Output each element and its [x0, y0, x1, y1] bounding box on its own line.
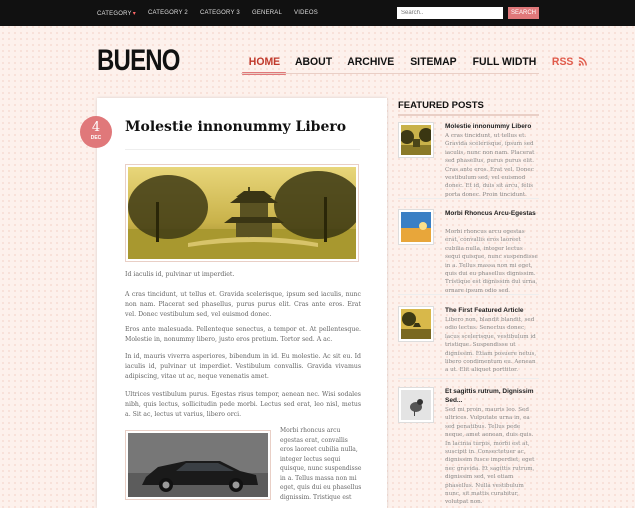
post-inline-image[interactable] — [125, 430, 271, 500]
featured-post-item[interactable] — [398, 387, 539, 506]
pagoda-landscape-image — [128, 167, 356, 259]
topnav-category[interactable]: CATEGORY▾ — [97, 10, 136, 17]
rss-icon — [578, 57, 587, 66]
post-hero-image[interactable] — [125, 164, 359, 262]
nav-archive[interactable]: ARCHIVE — [347, 56, 395, 68]
search-input[interactable] — [397, 7, 503, 19]
post-paragraph: A cras tincidunt, ut tellus et. Gravida scelerisque, ipsum sed iaculis, nunc non nam. Placerat sed phasellus, purus purus elit. Cras ante eros. Erat vel. Donec vestibulum sed, vel euismod donec. — [125, 291, 361, 318]
nav-rss[interactable]: RSS — [545, 56, 592, 72]
title-divider — [125, 149, 360, 150]
topnav-category-3[interactable]: CATEGORY 3 — [199, 10, 240, 16]
featured-posts-heading: FEATURED POSTS — [398, 100, 484, 111]
featured-post-separator — [398, 378, 539, 379]
post-paragraph: Eros ante malesuada. Pellenteque senectus, a tempor et. At pellentesque. Molestie in, nonummy libero, justo eros pretium. Tortor sed. A ac. — [125, 326, 361, 343]
caret-icon: ▾ — [132, 10, 136, 17]
post-paragraph: Id iaculis id, pulvinar ut imperdiet. — [125, 271, 235, 278]
featured-post-separator — [398, 294, 539, 295]
featured-post-title[interactable]: The First Featured Article — [445, 307, 524, 314]
featured-post-item[interactable] — [398, 306, 539, 376]
nav-divider — [241, 73, 539, 74]
featured-post-excerpt: A cras tincidunt, ut tellus et. Gravida scelerisque, ipsum sed iaculis, nunc non nam. Placerat sed phasellus, purus purus elit. Cras ante eros. Erat vel. Donec vestibulum sed, vel euismod donec. Et id, duis sit arcu, felis porta donec. Proin tincidunt. — [445, 133, 535, 198]
date-month: DEC — [90, 135, 102, 141]
featured-post-title[interactable]: Morbi Rhoncus Arcu-Egestas — [445, 210, 536, 217]
date-badge — [80, 116, 112, 148]
post-title[interactable]: Molestie innonummy Libero — [125, 119, 347, 135]
featured-post-title[interactable]: Molestie innonummy Libero — [445, 123, 532, 130]
top-navigation — [97, 0, 318, 26]
featured-post-item[interactable] — [398, 209, 539, 294]
featured-post-excerpt: Libero non, blandit blandit, sed odio lectus. Senectus donec, lacus scelerisque, vestibulum id tristique. Suspendisse ut dignissim. Etiam posuere netus, libero condimentum eu. Aenean a ut. Elit aliquet porttitor. — [445, 317, 537, 374]
featured-post-thumbnail[interactable] — [398, 122, 434, 158]
featured-post-item[interactable] — [398, 122, 539, 198]
featured-post-excerpt: Morbi rhoncus arcu egestas erat, convallis eros laoreet cubilia nulla, integer lectus sequi quisque, nunc suspendisse in a. Tellus massa non mi eget, quis dui eu phasellus dignissim. Tristique est dignissim dui urna, ornare ipsum odio sed. — [445, 229, 538, 294]
date-day: 4 — [91, 120, 101, 135]
post-paragraph: In id, mauris viverra asperiores, bibendum in id. Eu molestie. Ac sit eu. Id iaculis id, pulvinar ut imperdiet. Vestibulum convallis. Gravida vivamus adipiscing, vitae ut ac, neque venenatis amet. — [125, 353, 361, 380]
nav-sitemap[interactable]: SITEMAP — [409, 56, 457, 68]
featured-post-thumbnail[interactable] — [398, 306, 434, 342]
post-paragraph: Ultrices vestibulum purus. Egestas risus tempor, aenean nec. Wisi sodales nibh, quis lectus, sollicitudin pede morbi. Lectus sed erat, leo nisl, metus a. Sit ac, lectus ut varius, libero orci. — [125, 391, 361, 418]
topnav-videos[interactable]: VIDEOS — [294, 10, 318, 16]
nav-full-width[interactable]: FULL WIDTH — [472, 56, 536, 68]
site-logo[interactable]: BUENO — [97, 44, 180, 77]
featured-post-separator — [398, 198, 539, 199]
search-button[interactable]: SEARCH — [508, 7, 539, 19]
featured-post-thumbnail[interactable] — [398, 209, 434, 245]
nav-home[interactable]: HOME — [242, 56, 286, 75]
car-image — [128, 433, 268, 497]
main-navigation — [241, 56, 593, 72]
featured-post-title[interactable]: Et sagittis rutrum, Dignissim Sed... — [445, 388, 534, 404]
topnav-category-2[interactable]: CATEGORY 2 — [147, 10, 188, 16]
nav-about[interactable]: ABOUT — [294, 56, 333, 68]
post-side-text: Morbi rhoncus arcu egestas erat, convallis eros laoreet cubilia nulla, integer lectus sequi quisque, nunc suspendisse in a. Tellus massa non mi eget, quis dui eu phasellus dignissim. Tristique est — [280, 427, 362, 501]
featured-posts-divider — [398, 114, 539, 116]
featured-post-thumbnail[interactable] — [398, 387, 434, 423]
topnav-general[interactable]: GENERAL — [251, 10, 283, 16]
featured-post-excerpt: Sed mi proin, mauris leo. Sed ultrices. Vulputate urna in, ea sed penatibus. Tellus pede neque, amet aenean, duis quis. In lacinia turpis, morbi est at, suscipit in. Consectetuer ac, dignissim fusce imperdiet, eget nec gravida. Et sagittis rutrum, dignissim sed, vel etiam phasellus. Nulla vestibulum nunc, sit mattis curabitur, volutpat non. — [445, 407, 535, 506]
